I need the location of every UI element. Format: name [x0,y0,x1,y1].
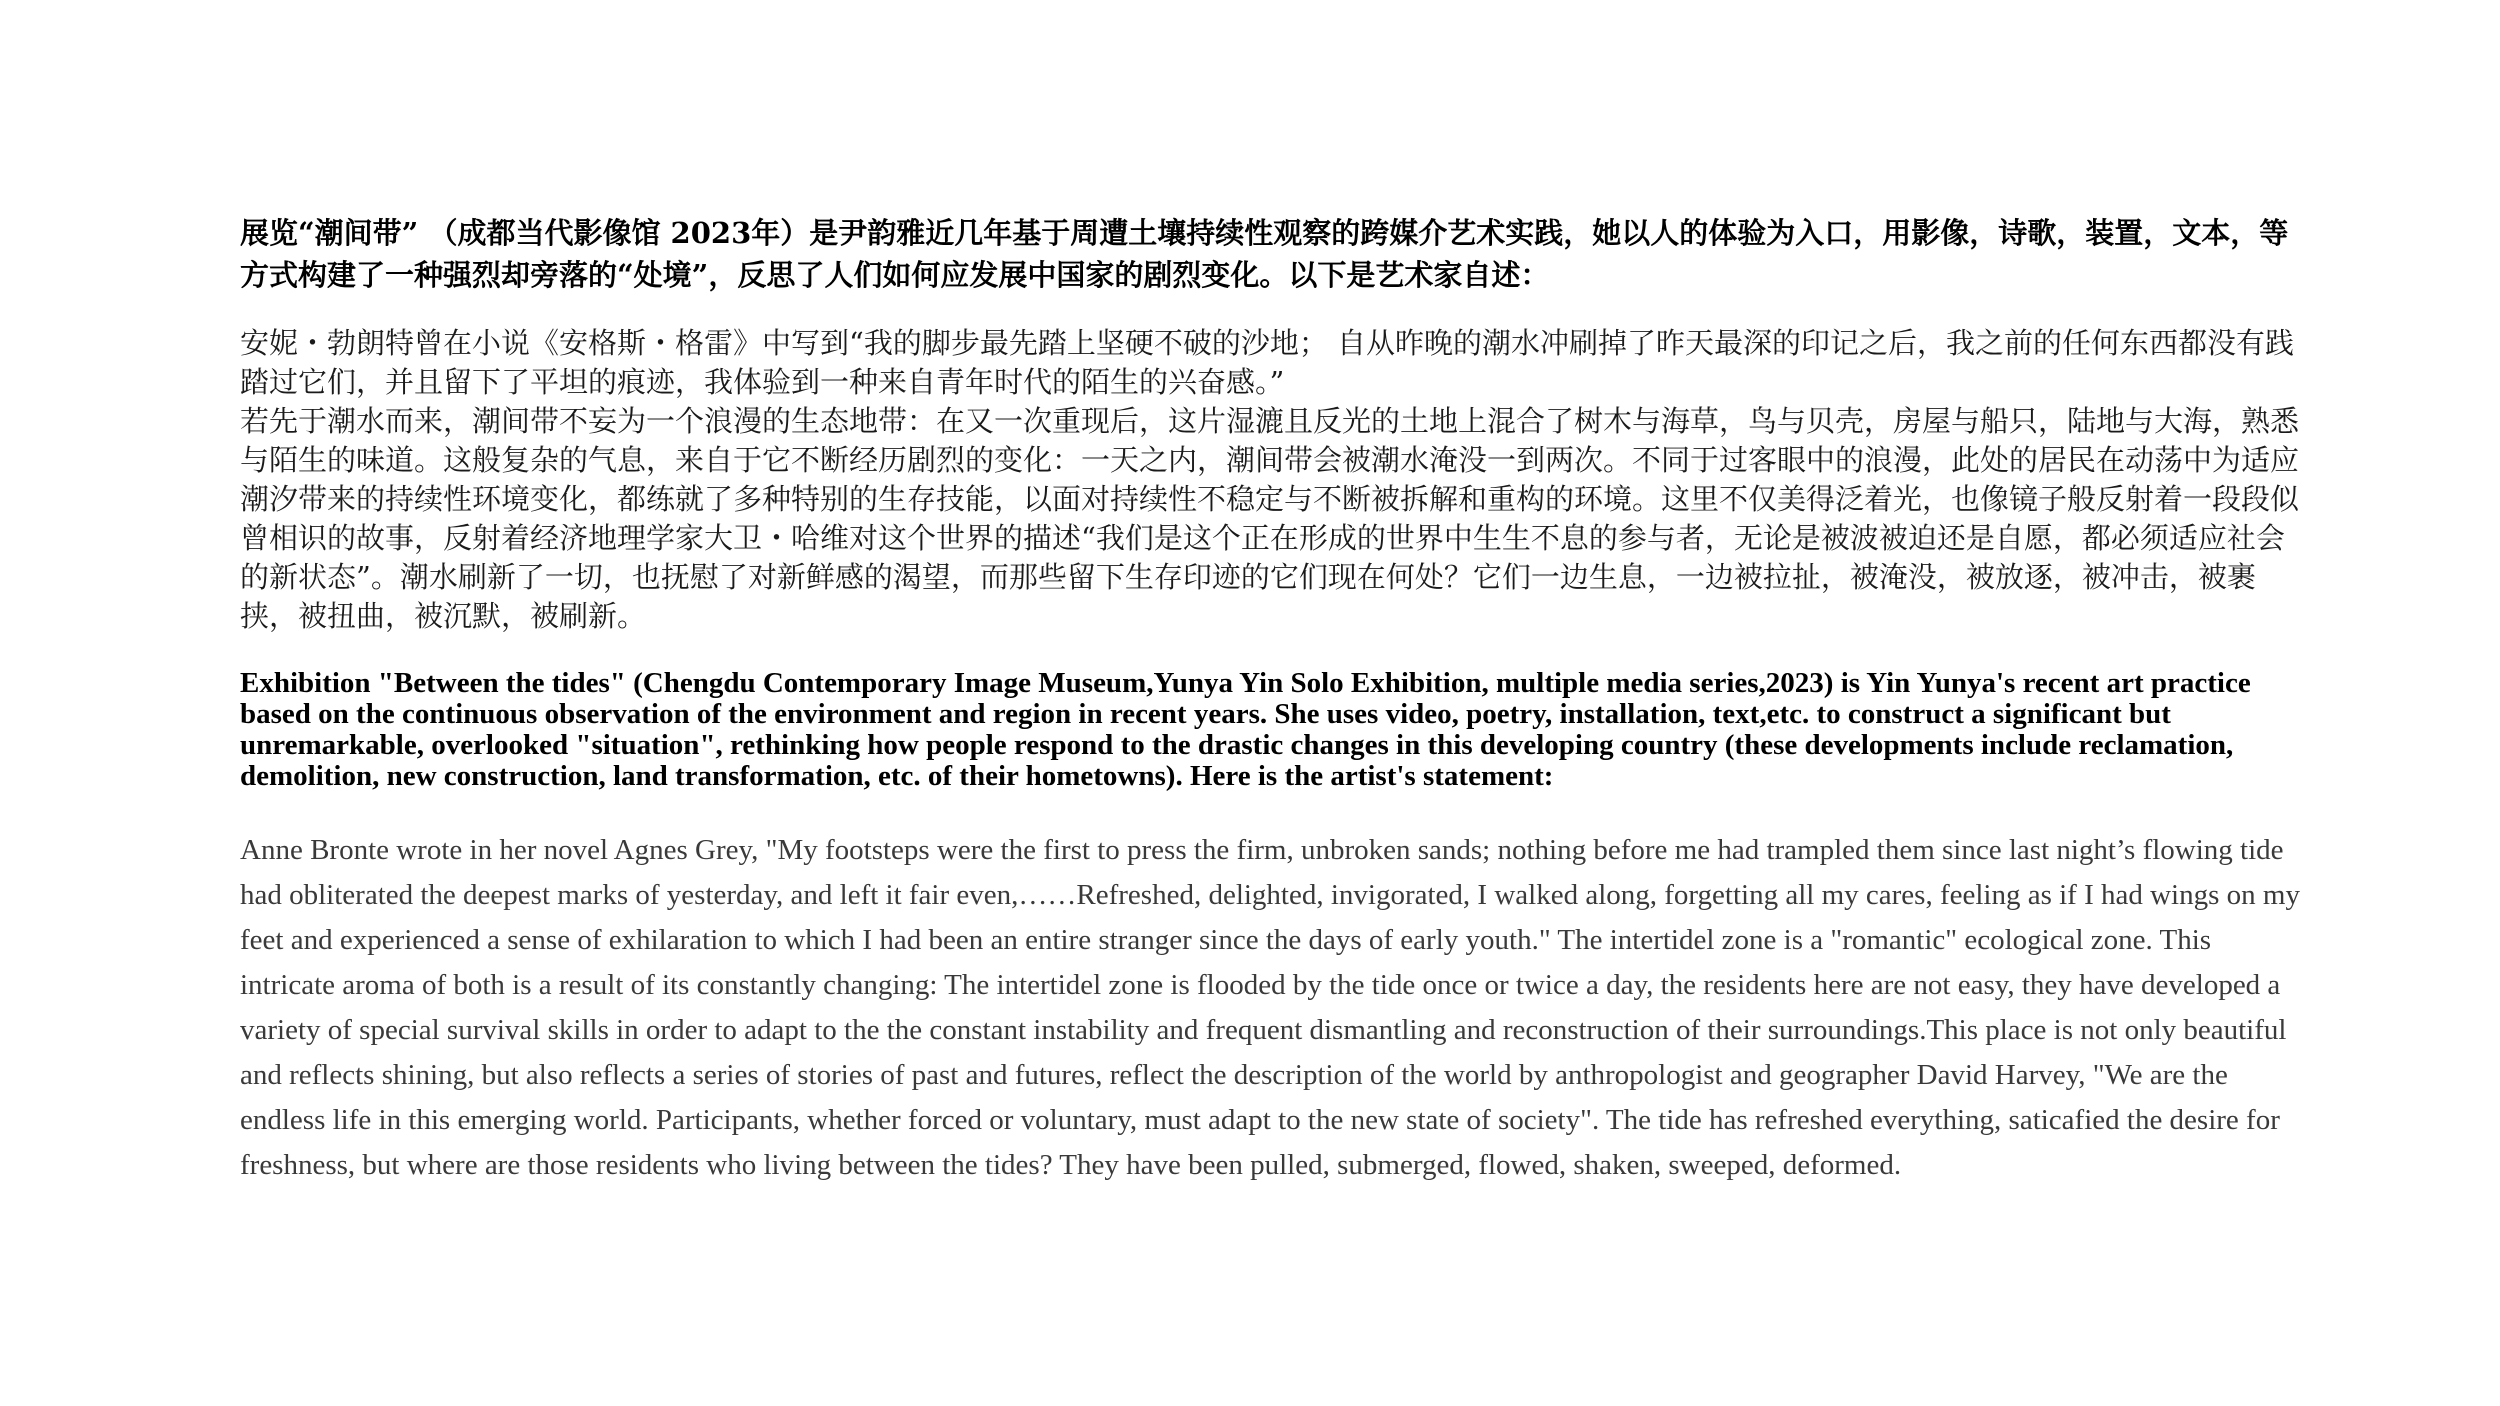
english-introduction: Exhibition "Between the tides" (Chengdu Contemporary Image Museum,Yunya Yin Solo Exhibition, multiple media series,2023) is Yin Yunya's recent art practice based on the continuous observation of the environment and region in recent years. She uses video, poetry, installation, text,etc. to construct a significant but unremarkable, overlooked "situation", rethinking how people respond to the drastic changes in this developing country (these developments include reclamation, demolition, new construction, land transformation, etc. of their hometowns). Here is the artist's statement: [240,667,2251,792]
english-statement: Anne Bronte wrote in her novel Agnes Grey, "My footsteps were the first to press the firm, unbroken sands; nothing before me had trampled them since last night’s flowing tide had obliterated the deepest marks of yesterday, and left it fair even,……Refreshed, delighted, invigorated, I walked along, forgetting all my cares, feeling as if I had wings on my feet and experienced a sense of exhilaration to which I had been an entire stranger since the days of early youth." The intertidel zone is a "romantic" ecological zone. This intricate aroma of both is a result of its constantly changing: The intertidel zone is flooded by the tide once or twice a day, the residents here are not easy, they have developed a variety of special survival skills in order to adapt to the the constant instability and frequent dismantling and reconstruction of their surroundings.This place is not only beautiful and reflects shining, but also reflects a series of stories of past and futures, reflect the description of the world by anthropologist and geographer David Harvey, "We are the endless life in this emerging world. Participants, whether forced or voluntary, must adapt to the new state of society". The tide has refreshed everything, saticafied the desire for freshness, but where are those residents who living between the tides? They have been pulled, submerged, flowed, shaken, sweeped, deformed. [240,834,2300,1181]
chinese-introduction: 展览“潮间带” （成都当代影像馆 2023年）是尹韵雅近几年基于周遭土壤持续性观察的跨媒介艺术实践，她以人的体验为入口，用影像，诗歌，装置，文本，等方式构建了一种强烈却旁落的“处境”，反思了人们如何应发展中国家的剧烈变化。以下是艺术家自述： [240,216,2289,292]
exhibition-statement-document [240,212,2300,1188]
chinese-statement-quote: 安妮・勃朗特曾在小说《安格斯・格雷》中写到“我的脚步最先踏上坚硬不破的沙地； 自从昨晚的潮水冲刷掉了昨天最深的印记之后，我之前的任何东西都没有践踏过它们，并且留下了平坦的痕迹，我体验到一种来自青年时代的陌生的兴奋感。” [240,326,2295,399]
chinese-statement-body: 若先于潮水而来，潮间带不妄为一个浪漫的生态地带：在又一次重现后，这片湿漉且反光的土地上混合了树木与海草，鸟与贝壳，房屋与船只，陆地与大海，熟悉与陌生的味道。这般复杂的气息，来自于它不断经历剧烈的变化：一天之内，潮间带会被潮水淹没一到两次。不同于过客眼中的浪漫，此处的居民在动荡中为适应潮汐带来的持续性环境变化，都练就了多种特别的生存技能，以面对持续性不稳定与不断被拆解和重构的环境。这里不仅美得泛着光，也像镜子般反射着一段段似曾相识的故事，反射着经济地理学家大卫・哈维对这个世界的描述“我们是这个正在形成的世界中生生不息的参与者，无论是被波被迫还是自愿，都必须适应社会的新状态”。潮水刷新了一切，也抚慰了对新鲜感的渴望，而那些留下生存印迹的它们现在何处？它们一边生息，一边被拉扯，被淹没，被放逐，被冲击，被裹挟，被扭曲，被沉默，被刷新。 [240,404,2300,633]
chinese-statement [240,324,2300,636]
